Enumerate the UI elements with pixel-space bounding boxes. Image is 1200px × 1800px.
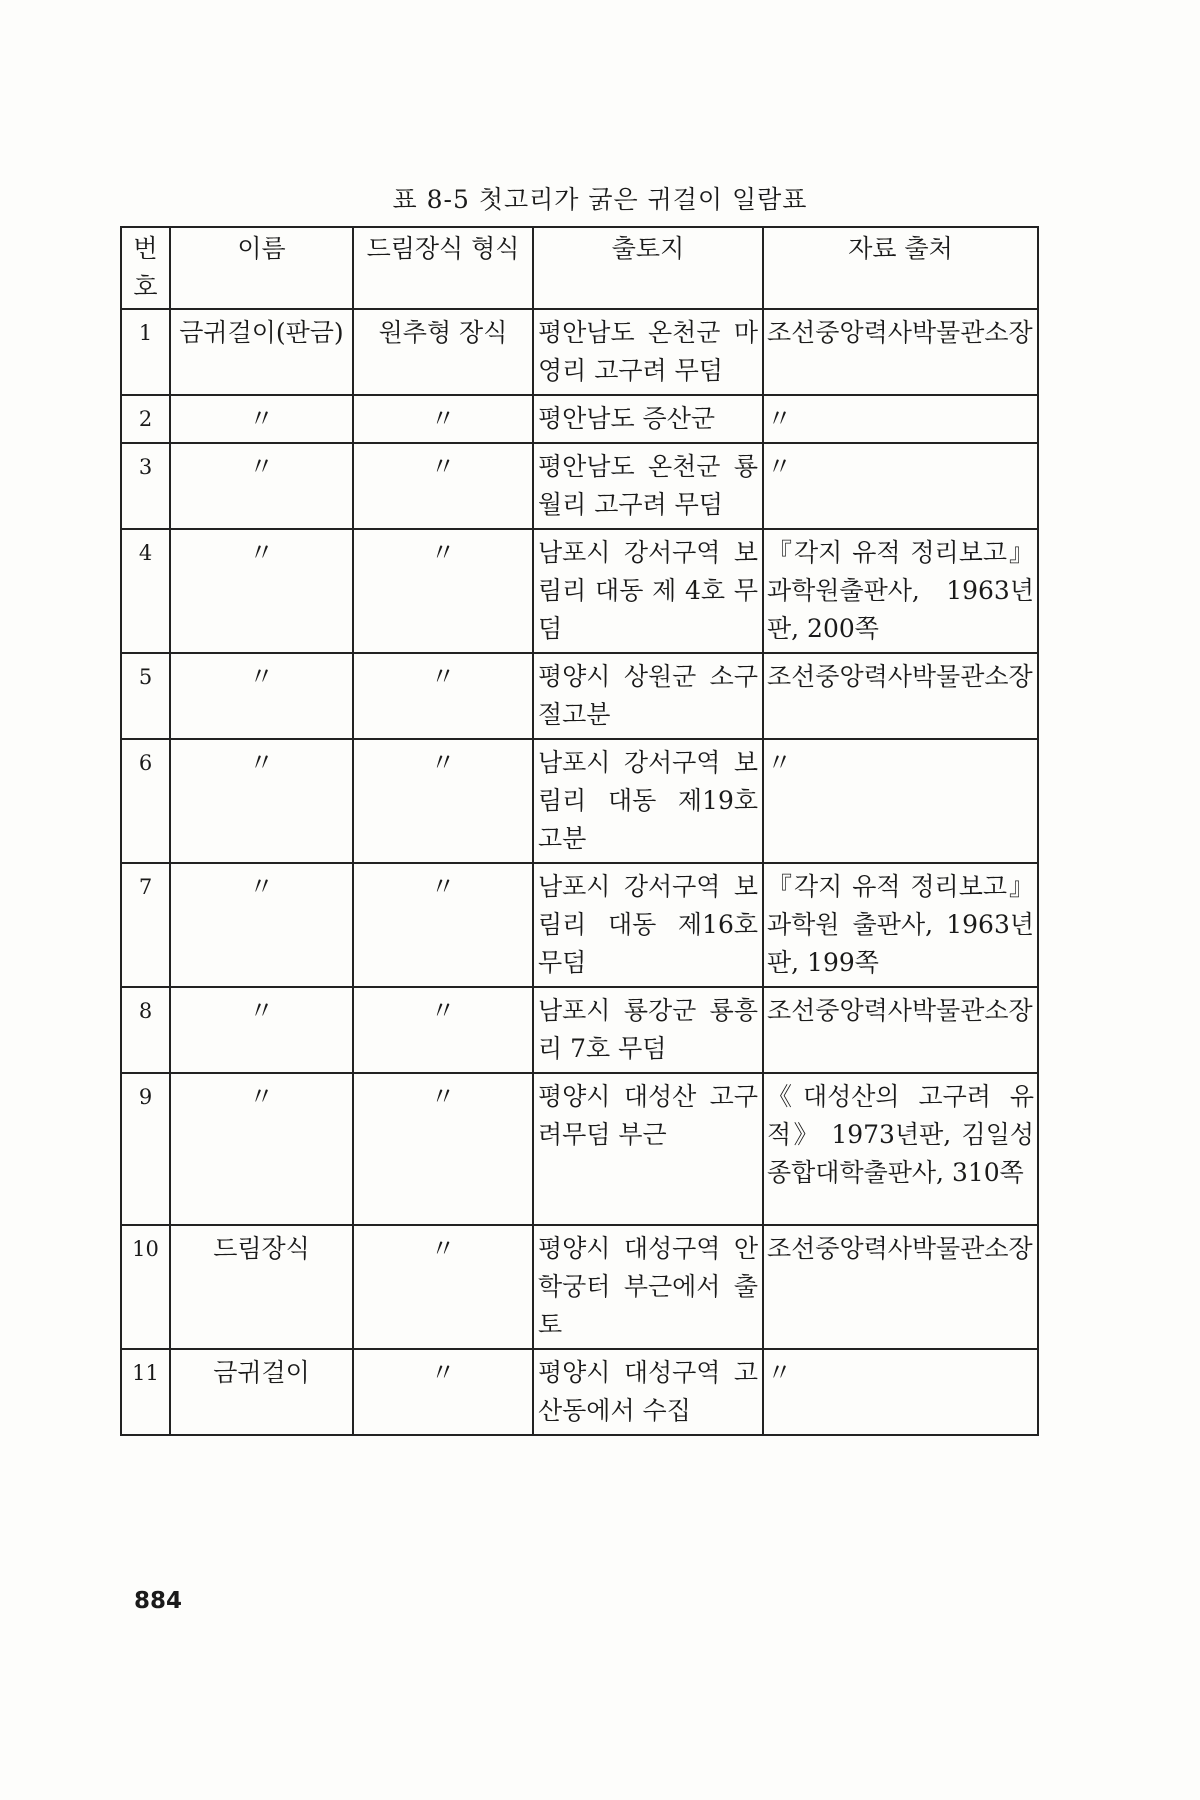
cell-source: 〃 [763, 395, 1038, 443]
cell-number: 5 [121, 653, 170, 739]
cell-source: 〃 [763, 1349, 1038, 1435]
header-pendant-type: 드림장식 형식 [353, 227, 533, 309]
cell-pendant-type: 〃 [353, 443, 533, 529]
header-source: 자료 출처 [763, 227, 1038, 309]
cell-location: 남포시 룡강군 룡흥리 7호 무덤 [533, 987, 763, 1073]
cell-number: 3 [121, 443, 170, 529]
cell-location: 평양시 대성산 고구려무덤 부근 [533, 1073, 763, 1225]
cell-number: 11 [121, 1349, 170, 1435]
earring-table [120, 226, 1037, 1436]
cell-location: 평안남도 온천군 마영리 고구려 무덤 [533, 309, 763, 395]
header-row [121, 227, 1038, 309]
cell-source: 조선중앙력사박물관소장 [763, 1225, 1038, 1349]
table-row [121, 309, 1038, 395]
cell-name: 금귀걸이(판금) [170, 309, 353, 395]
cell-name: 〃 [170, 987, 353, 1073]
table-row [121, 1225, 1038, 1349]
table-row [121, 739, 1038, 863]
table-row [121, 987, 1038, 1073]
cell-location: 평양시 상원군 소구절고분 [533, 653, 763, 739]
cell-number: 4 [121, 529, 170, 653]
data-table [120, 226, 1039, 1436]
cell-number: 10 [121, 1225, 170, 1349]
table-row [121, 443, 1038, 529]
cell-source: 조선중앙력사박물관소장 [763, 309, 1038, 395]
cell-name: 〃 [170, 443, 353, 529]
cell-source: 조선중앙력사박물관소장 [763, 653, 1038, 739]
table-row [121, 863, 1038, 987]
table-row [121, 1349, 1038, 1435]
cell-name: 금귀걸이 [170, 1349, 353, 1435]
cell-location: 남포시 강서구역 보림리 대동 제16호 무덤 [533, 863, 763, 987]
cell-pendant-type: 〃 [353, 739, 533, 863]
table-row [121, 653, 1038, 739]
header-name: 이름 [170, 227, 353, 309]
cell-pendant-type: 〃 [353, 863, 533, 987]
cell-pendant-type: 〃 [353, 395, 533, 443]
cell-source: 〃 [763, 739, 1038, 863]
cell-location: 남포시 강서구역 보림리 대동 제 4호 무덤 [533, 529, 763, 653]
header-location: 출토지 [533, 227, 763, 309]
cell-source: 〃 [763, 443, 1038, 529]
cell-pendant-type: 〃 [353, 1225, 533, 1349]
cell-pendant-type: 원추형 장식 [353, 309, 533, 395]
cell-number: 9 [121, 1073, 170, 1225]
cell-number: 1 [121, 309, 170, 395]
cell-number: 6 [121, 739, 170, 863]
cell-number: 2 [121, 395, 170, 443]
cell-number: 8 [121, 987, 170, 1073]
cell-name: 〃 [170, 529, 353, 653]
cell-source: 조선중앙력사박물관소장 [763, 987, 1038, 1073]
page-title: 표 8-5 첫고리가 굵은 귀걸이 일람표 [392, 185, 808, 214]
table-row [121, 1073, 1038, 1225]
cell-name: 〃 [170, 395, 353, 443]
cell-location: 평안남도 온천군 룡월리 고구려 무덤 [533, 443, 763, 529]
cell-number: 7 [121, 863, 170, 987]
cell-pendant-type: 〃 [353, 1349, 533, 1435]
cell-pendant-type: 〃 [353, 653, 533, 739]
table-body [121, 309, 1038, 1435]
page-number: 884 [134, 1588, 183, 1614]
cell-source: 《대성산의 고구려 유적》 1973년판, 김일성종합대학출판사, 310쪽 [763, 1073, 1038, 1225]
cell-location: 평양시 대성구역 고산동에서 수집 [533, 1349, 763, 1435]
cell-name: 〃 [170, 1073, 353, 1225]
cell-name: 드림장식 [170, 1225, 353, 1349]
table-row [121, 395, 1038, 443]
cell-pendant-type: 〃 [353, 1073, 533, 1225]
cell-name: 〃 [170, 739, 353, 863]
cell-pendant-type: 〃 [353, 987, 533, 1073]
cell-source: 『각지 유적 정리보고』 과학원 출판사, 1963년판, 199쪽 [763, 863, 1038, 987]
cell-name: 〃 [170, 653, 353, 739]
cell-source: 『각지 유적 정리보고』 과학원출판사, 1963년판, 200쪽 [763, 529, 1038, 653]
cell-pendant-type: 〃 [353, 529, 533, 653]
cell-location: 평양시 대성구역 안학궁터 부근에서 출토 [533, 1225, 763, 1349]
cell-name: 〃 [170, 863, 353, 987]
table-row [121, 529, 1038, 653]
cell-location: 평안남도 증산군 [533, 395, 763, 443]
cell-location: 남포시 강서구역 보림리 대동 제19호 고분 [533, 739, 763, 863]
header-number: 번호 [121, 227, 170, 309]
